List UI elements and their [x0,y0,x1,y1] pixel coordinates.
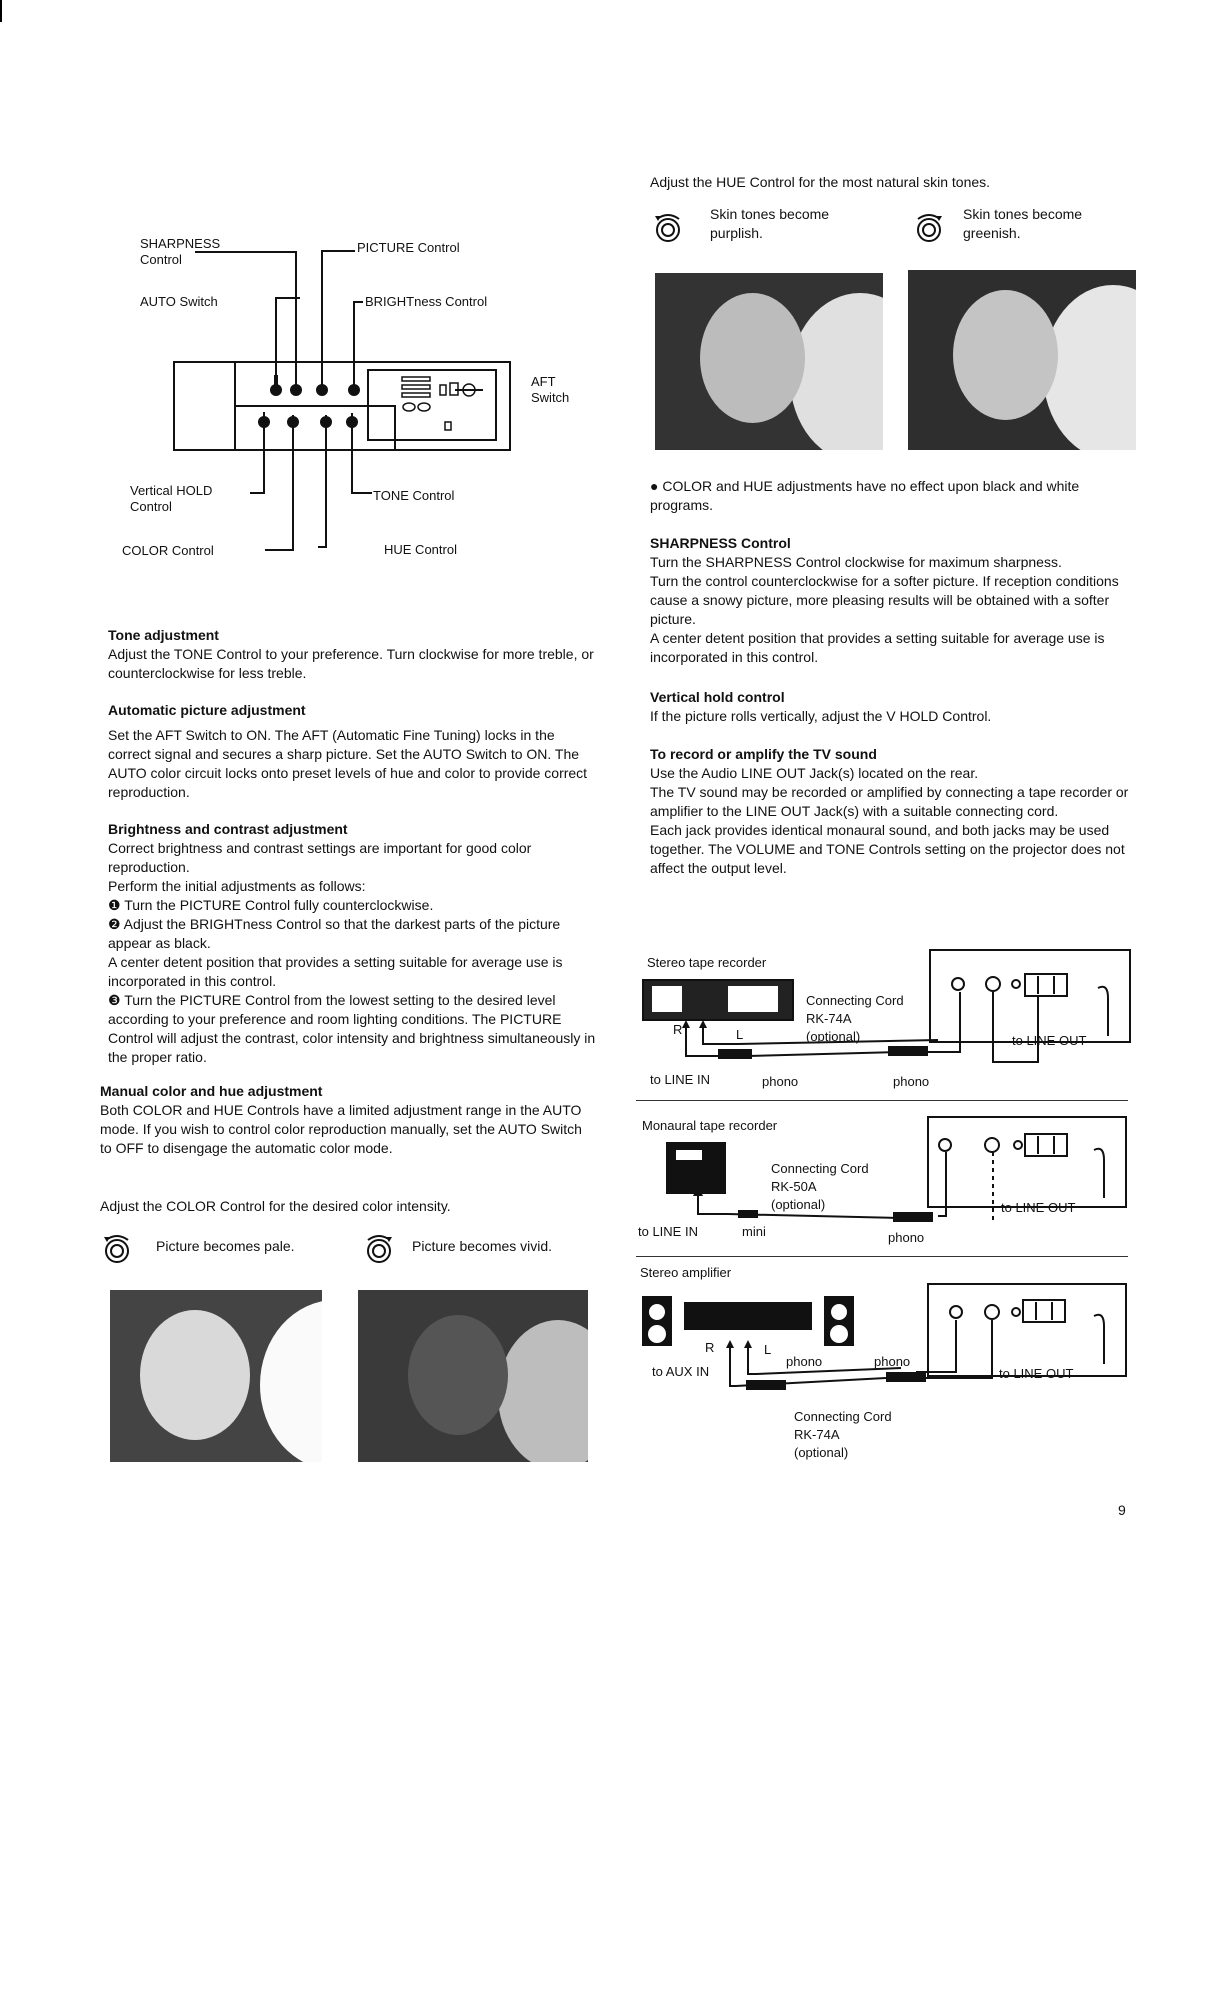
label-sharpness-control: SHARPNESS Control [140,236,221,267]
vhold-body: If the picture rolls vertically, adjust the V HOLD Control. [650,708,992,724]
conn3-aux-in: to AUX IN [652,1364,710,1379]
conn3-r: R [705,1340,715,1355]
section-manual [100,1082,596,1158]
conn2-phono: phono [888,1230,925,1245]
manual-body: Both COLOR and HUE Controls have a limited adjustment range in the AUTO mode. If you wish to control color reproduction manually, set the AUTO Switch to OFF to disengage the automatic color mode. [100,1102,582,1156]
conn3-cord: Connecting Cord RK-74A (optional) [794,1409,892,1460]
label-picture-control: PICTURE Control [357,240,460,255]
record-heading: To record or amplify the TV sound [650,746,877,762]
conn2-mini: mini [742,1224,766,1239]
auto-body: Set the AFT Switch to ON. The AFT (Automatic Fine Tuning) locks in the correct signal and secures a sharp picture. Set the AUTO Switch to ON. The AUTO color circuit locks onto preset levels of hue and color to provide correct reproduction. [108,727,588,800]
conn2-line-out: to LINE OUT [1001,1200,1076,1215]
conn2-line-in: to LINE IN [638,1224,698,1239]
conn3-title: Stereo amplifier [640,1265,732,1280]
brightness-step2: ❷ Adjust the BRIGHTness Control so that the darkest parts of the picture appear as black. [108,916,561,951]
sharpness-line1: Turn the SHARPNESS Control clockwise for maximum sharpness. [650,554,1062,570]
conn1-line-out: to LINE OUT [1012,1033,1087,1048]
section-auto [108,701,598,802]
label-color-control: COLOR Control [122,543,214,558]
conn1-l: L [736,1027,744,1042]
conn1-cord: Connecting Cord RK-74A (optional) [806,993,904,1044]
photo-vivid [358,1290,588,1462]
conn1-title: Stereo tape recorder [647,955,767,970]
record-p1: Use the Audio LINE OUT Jack(s) located on the rear. [650,765,979,781]
brightness-intro: Correct brightness and contrast settings are important for good color reproduction. [108,840,532,875]
conn2-diagram [638,1112,1138,1242]
vhold-heading: Vertical hold control [650,689,785,705]
color-instruction: Adjust the COLOR Control for the desired color intensity. [100,1198,451,1214]
page-number: 9 [1118,1502,1126,1518]
conn3-l: L [764,1342,772,1357]
knob-ccw-icon [652,211,684,243]
label-aft-switch: AFT Switch [531,374,570,405]
conn3-phono-a: phono [786,1354,823,1369]
label-vertical-hold: Vertical HOLD Control [130,483,213,514]
section-vhold [650,688,1140,726]
auto-heading: Automatic picture adjustment [108,702,306,718]
brightness-heading: Brightness and contrast adjustment [108,821,348,837]
divider-2 [636,1256,1128,1257]
hue-instruction: Adjust the HUE Control for the most natural skin tones. [650,174,991,190]
brightness-step1: ❶ Turn the PICTURE Control fully counterclockwise. [108,897,434,913]
conn1-phono-b: phono [893,1074,930,1089]
photo-purplish [655,273,883,450]
conn1-phono-a: phono [762,1074,799,1089]
caption-greenish: Skin tones become greenish. [963,206,1083,241]
sharpness-line2: Turn the control counterclockwise for a softer picture. If reception conditions cause a snowy picture, more pleasing results will be obtained with a softer picture. [650,573,1119,627]
label-brightness-control: BRIGHTness Control [365,294,488,309]
conn1-r: R [673,1022,683,1037]
tone-body: Adjust the TONE Control to your preference. Turn clockwise for more treble, or counterclockwise for less treble. [108,646,594,681]
label-tone-control: TONE Control [373,488,455,503]
knob-ccw-icon [101,1232,133,1264]
record-p2: The TV sound may be recorded or amplified by connecting a tape recorder or amplifier to the LINE OUT Jack(s) with a suitable connecting cord. [650,784,1129,819]
section-brightness [108,820,598,1067]
conn2-title: Monaural tape recorder [642,1118,778,1133]
caption-vivid: Picture becomes vivid. [412,1238,553,1254]
sharpness-heading: SHARPNESS Control [650,535,791,551]
tone-heading: Tone adjustment [108,627,219,643]
brightness-detent: A center detent position that provides a setting suitable for average use is incorporated in this control. [108,954,563,989]
photo-pale [110,1290,322,1462]
conn1-line-in: to LINE IN [650,1072,710,1087]
brightness-perform: Perform the initial adjustments as follows: [108,878,366,894]
conn3-phono-b: phono [874,1354,911,1369]
bw-note: ● COLOR and HUE adjustments have no effect upon black and white programs. [650,478,1080,513]
caption-pale: Picture becomes pale. [156,1238,295,1254]
page-edge-mark [0,0,2,22]
section-sharpness [650,534,1140,667]
caption-purplish: Skin tones become purplish. [710,206,830,241]
knob-cw-icon [363,1232,395,1264]
sharpness-line3: A center detent position that provides a setting suitable for average use is incorporated in this control. [650,630,1105,665]
photo-greenish [908,270,1136,450]
manual-heading: Manual color and hue adjustment [100,1083,323,1099]
brightness-step3: ❸ Turn the PICTURE Control from the lowest setting to the desired level according to your preference and room lighting conditions. The PICTURE Control will adjust the contrast, color intensity and brightness simultaneously in the proper ratio. [108,992,596,1065]
divider-1 [636,1100,1128,1101]
record-p3: Each jack provides identical monaural sound, and both jacks may be used together. The VOLUME and TONE Controls setting on the projector does not affect the output level. [650,822,1125,876]
label-auto-switch: AUTO Switch [140,294,218,309]
conn3-line-out: to LINE OUT [999,1366,1074,1381]
label-hue-control: HUE Control [384,542,457,557]
knob-cw-icon [913,211,945,243]
conn2-cord: Connecting Cord RK-50A (optional) [771,1161,869,1212]
section-tone [108,626,598,683]
section-record [650,745,1140,878]
